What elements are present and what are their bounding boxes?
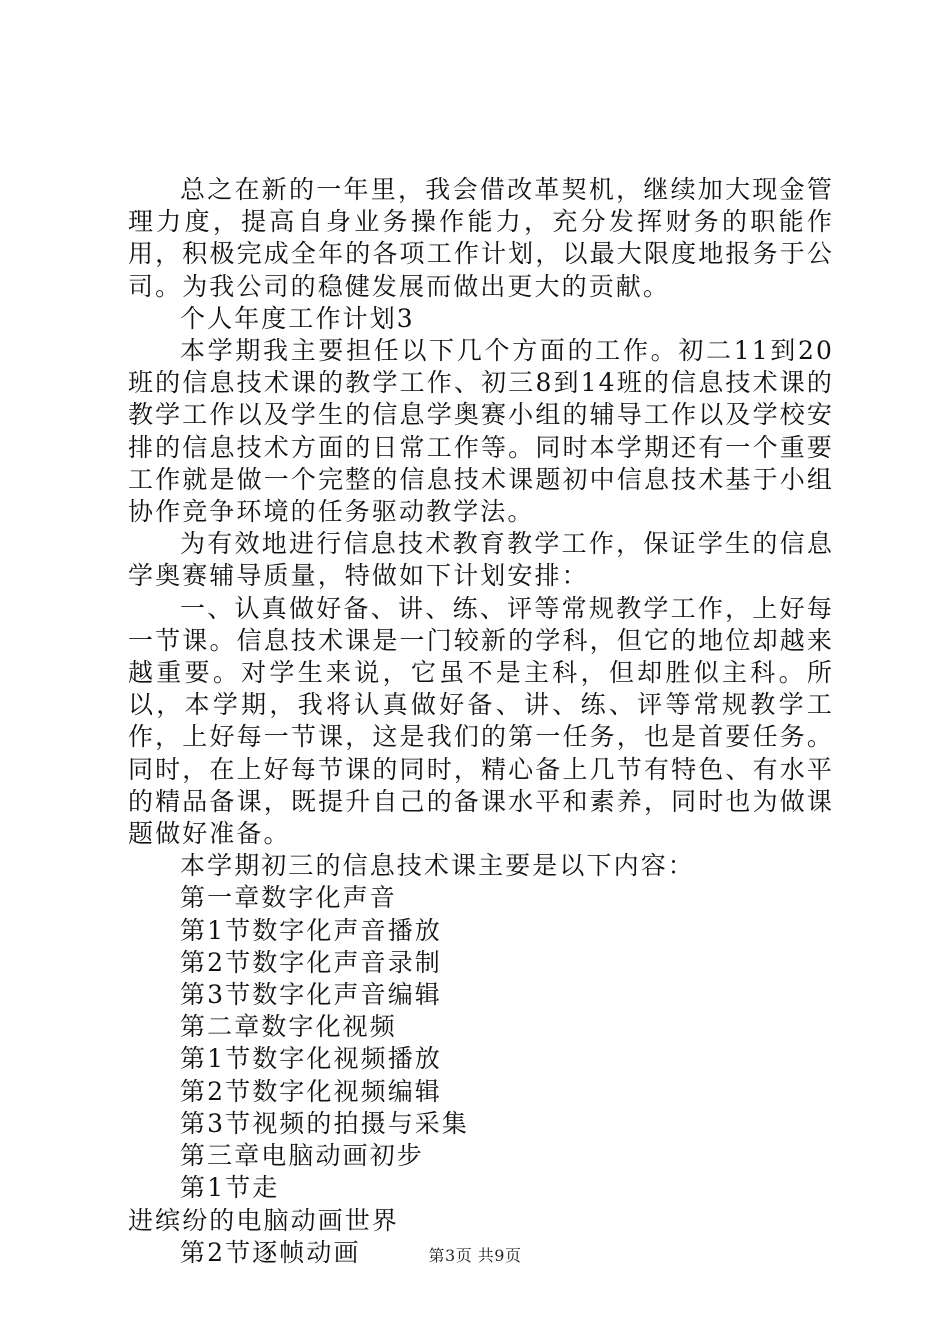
outline-item: 第二章数字化视频 [180, 1012, 397, 1042]
outline-item: 第1节数字化声音播放 [180, 915, 442, 945]
paragraph-content-intro: 本学期初三的信息技术课主要是以下内容： [180, 851, 695, 881]
outline-item: 第1节数字化视频播放 [180, 1044, 442, 1074]
paragraph-plan-item-1: 一、认真做好备、讲、练、评等常规教学工作，上好每一节课。信息技术课是一门较新的学科，但它的地位却越来越重要。对学生来说，它虽不是主科，但却胜似主科。所以，本学期，我将认真做好备、讲、练、评等常规教学工作，上好每一节课，这是我们的第一任务，也是首要任务。同时，在上好每节课的同时，精心备上几节有特色、有水平的精品备课，既提升自己的备课水平和素养，同时也为做课题做好准备。 [128, 593, 834, 849]
outline-item: 第2节数字化视频编辑 [180, 1076, 442, 1106]
section-heading: 个人年度工作计划3 [180, 303, 415, 333]
outline-item-continuation: 进缤纷的电脑动画世界 [128, 1205, 400, 1235]
paragraph-summary: 总之在新的一年里，我会借改革契机，继续加大现金管理力度，提高自身业务操作能力，充分发挥财务的职能作用，积极完成全年的各项工作计划，以最大限度地报务于公司。为我公司的稳健发展而做出更大的贡献。 [128, 175, 834, 301]
page-footer: 第3页 共9页 [428, 1246, 522, 1265]
paragraph-plan-intro: 为有效地进行信息技术教育教学工作，保证学生的信息学奥赛辅导质量，特做如下计划安排： [128, 529, 834, 591]
outline-item: 第三章电脑动画初步 [180, 1141, 424, 1171]
outline-item: 第2节逐帧动画 [180, 1237, 361, 1267]
document-body [128, 174, 834, 1269]
outline-item: 第3节视频的拍摄与采集 [180, 1108, 470, 1138]
outline-item: 第2节数字化声音录制 [180, 947, 442, 977]
outline-item: 第一章数字化声音 [180, 883, 397, 913]
outline-item: 第3节数字化声音编辑 [180, 980, 442, 1010]
outline-item: 第1节走 [180, 1173, 280, 1203]
paragraph-duties: 本学期我主要担任以下几个方面的工作。初二11到20班的信息技术课的教学工作、初三8到14班的信息技术课的教学工作以及学生的信息学奥赛小组的辅导工作以及学校安排的信息技术方面的日常工作等。同时本学期还有一个重要工作就是做一个完整的信息技术课题初中信息技术基于小组协作竞争环境的任务驱动教学法。 [128, 336, 834, 527]
